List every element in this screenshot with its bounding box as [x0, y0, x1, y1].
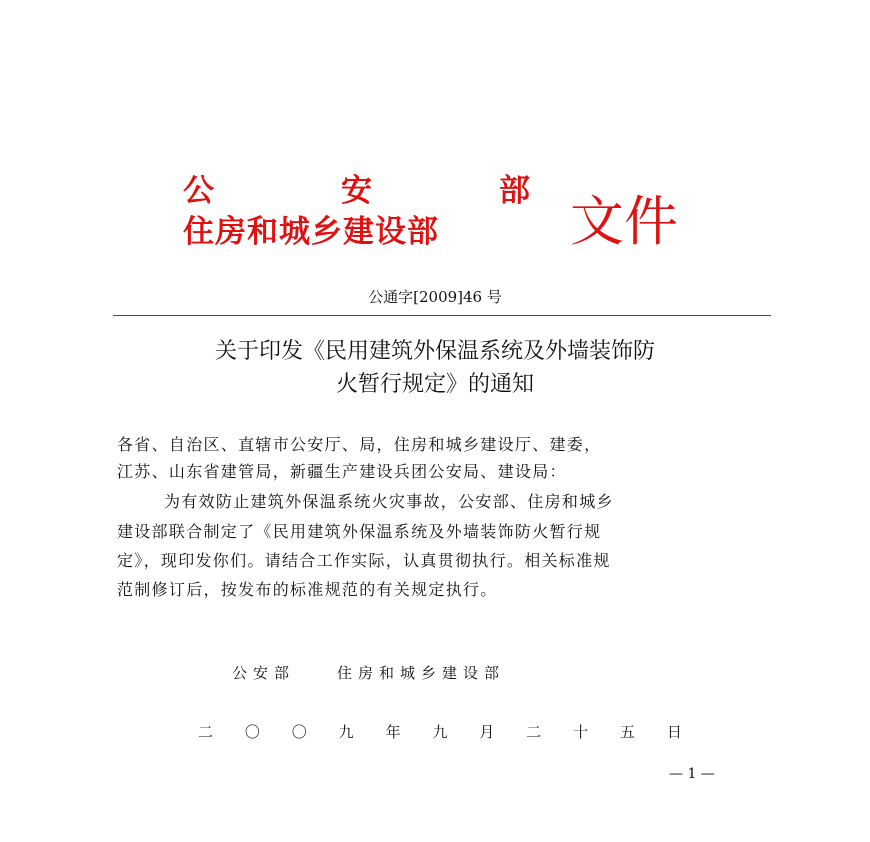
issuer-char: 公: [183, 173, 214, 209]
date-char: 〇: [291, 723, 307, 741]
document-type-label: 文件: [570, 190, 678, 253]
addressees-line-2: 江苏、山东省建管局，新疆生产建设兵团公安局、建设局：: [117, 462, 567, 481]
page-number: — 1 —: [669, 766, 715, 782]
paragraph-line-1: 为有效防止建筑外保温系统火灾事故，公安部、住房和城乡: [164, 492, 614, 511]
date-char: 十: [573, 723, 589, 741]
date-char: 九: [338, 723, 354, 741]
issuer-char: 部: [499, 173, 530, 209]
issuer-char: 安: [341, 173, 372, 209]
paragraph-line-4: 范制修订后，按发布的标准规范的有关规定执行。: [117, 580, 498, 599]
date-char: 〇: [244, 723, 260, 741]
document-number: 公通字[2009]46 号: [368, 288, 502, 306]
date-char: 年: [385, 723, 401, 741]
date-char: 月: [479, 723, 495, 741]
signature-block: [232, 662, 505, 683]
paragraph-line-3: 定》，现印发你们。请结合工作实际，认真贯彻执行。相关标准规: [117, 551, 611, 570]
addressees-line-1: 各省、自治区、直辖市公安厅、局，住房和城乡建设厅、建委，: [117, 435, 602, 454]
date-char: 日: [666, 723, 682, 741]
date-char: 九: [432, 723, 448, 741]
signature-org-1: 公安部: [232, 664, 296, 682]
issuer-line-1: [183, 173, 530, 209]
date-char: 五: [620, 723, 636, 741]
document-title-line-2: 火暂行规定》的通知: [335, 372, 534, 397]
red-divider: [113, 315, 771, 316]
date-char: 二: [526, 723, 542, 741]
signature-org-2: 住房和城乡建设部: [337, 664, 506, 682]
issuer-line-2: 住房和城乡建设部: [183, 214, 439, 250]
paragraph-line-2: 建设部联合制定了《民用建筑外保温系统及外墙装饰防火暂行规: [117, 522, 602, 541]
date-char: 二: [198, 723, 214, 741]
issue-date: [198, 721, 682, 742]
document-title-line-1: 关于印发《民用建筑外保温系统及外墙装饰防: [214, 339, 655, 364]
